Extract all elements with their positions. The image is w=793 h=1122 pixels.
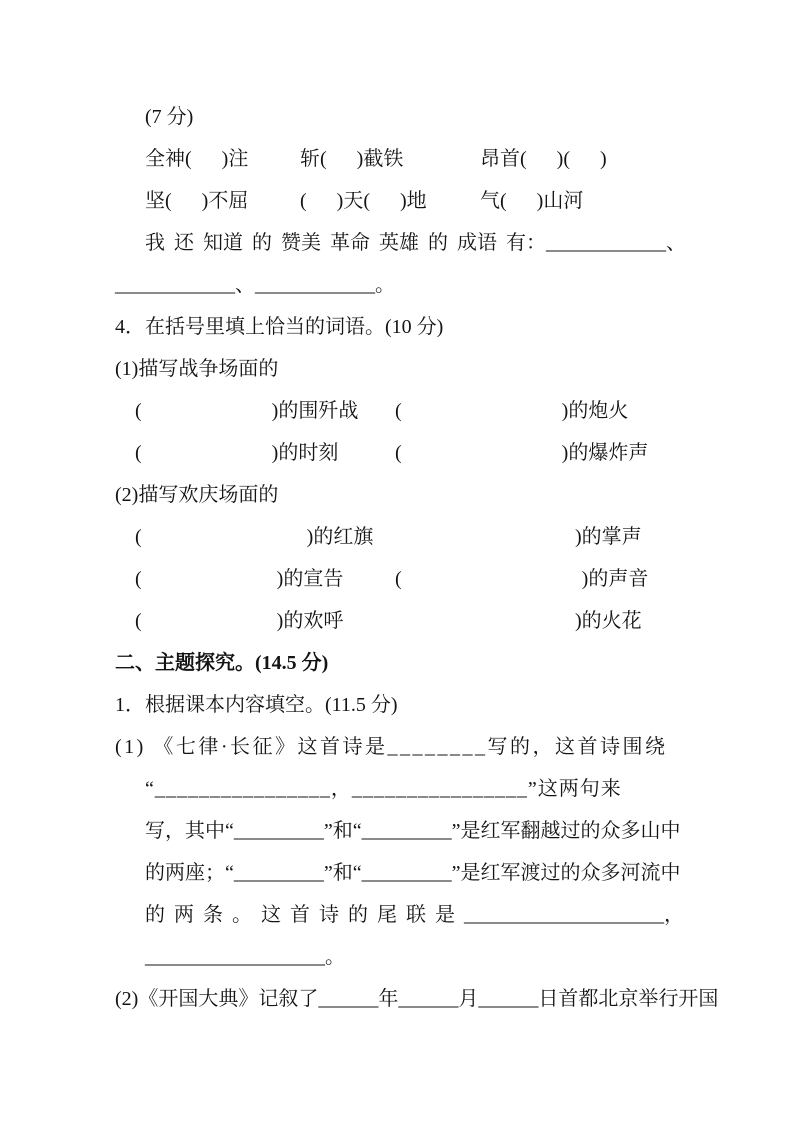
question3-extra-line-1: 我 还 知道 的 赞美 革命 英雄 的 成语 有：____________、 — [145, 232, 686, 254]
question4-part1-label: (1)描写战争场面的 — [115, 358, 279, 380]
idiom-cell: 坚( )不屈 — [145, 190, 249, 212]
question4-title: 4．在括号里填上恰当的词语。(10 分) — [115, 316, 444, 338]
q1-item1-line-4: 的两座；“_________”和“_________”是红军渡过的众多河流中 — [145, 862, 681, 884]
question3-points: (7 分) — [145, 106, 194, 128]
idiom-cell: 全神( )注 — [145, 148, 249, 170]
word-fill-cell: ( )的宣告 — [135, 568, 344, 590]
word-fill-row — [115, 558, 693, 600]
idiom-cell: ( )天( )地 — [300, 190, 427, 212]
word-fill-cell: ( )的围歼战 — [135, 400, 359, 422]
section2-q1-title: 1．根据课本内容填空。(11.5 分) — [115, 694, 398, 716]
word-fill-cell: ( )的炮火 — [395, 400, 629, 422]
q1-item2-line-1: (2)《开国大典》记叙了______年______月______日首都北京举行开国 — [115, 988, 719, 1010]
word-fill-cell: )的掌声 — [395, 526, 642, 548]
idiom-row-2 — [115, 180, 693, 222]
section2-heading: 二、主题探究。(14.5 分) — [115, 652, 329, 674]
word-fill-cell: ( )的声音 — [395, 568, 649, 590]
word-fill-cell: )的火花 — [395, 610, 642, 632]
q1-item1-line-3: 写，其中“_________”和“_________”是红军翻越过的众多山中 — [145, 820, 681, 842]
word-fill-row — [115, 432, 693, 474]
word-fill-row — [115, 516, 693, 558]
word-fill-cell: ( )的红旗 — [135, 526, 374, 548]
q1-item1-line-6: __________________。 — [145, 946, 345, 968]
question4-part2-label: (2)描写欢庆场面的 — [115, 484, 279, 506]
word-fill-cell: ( )的欢呼 — [135, 610, 344, 632]
q1-item1-line-5: 的 两 条 。 这 首 诗 的 尾 联 是 ____________________， — [145, 904, 684, 926]
idiom-cell: 斩( )截铁 — [300, 148, 404, 170]
word-fill-row — [115, 390, 693, 432]
word-fill-cell: ( )的时刻 — [135, 442, 339, 464]
idiom-cell: 昂首( )( ) — [480, 148, 607, 170]
question3-extra-line-2: ____________、____________。 — [115, 274, 395, 296]
word-fill-row — [115, 600, 693, 642]
idiom-cell: 气( )山河 — [480, 190, 584, 212]
q1-item1-line-1: (1) 《七律·长征》这首诗是________写的，这首诗围绕 — [115, 736, 668, 758]
idiom-row-1 — [115, 138, 693, 180]
q1-item1-line-2: “________________，________________”这两句来 — [145, 778, 622, 800]
word-fill-cell: ( )的爆炸声 — [395, 442, 649, 464]
